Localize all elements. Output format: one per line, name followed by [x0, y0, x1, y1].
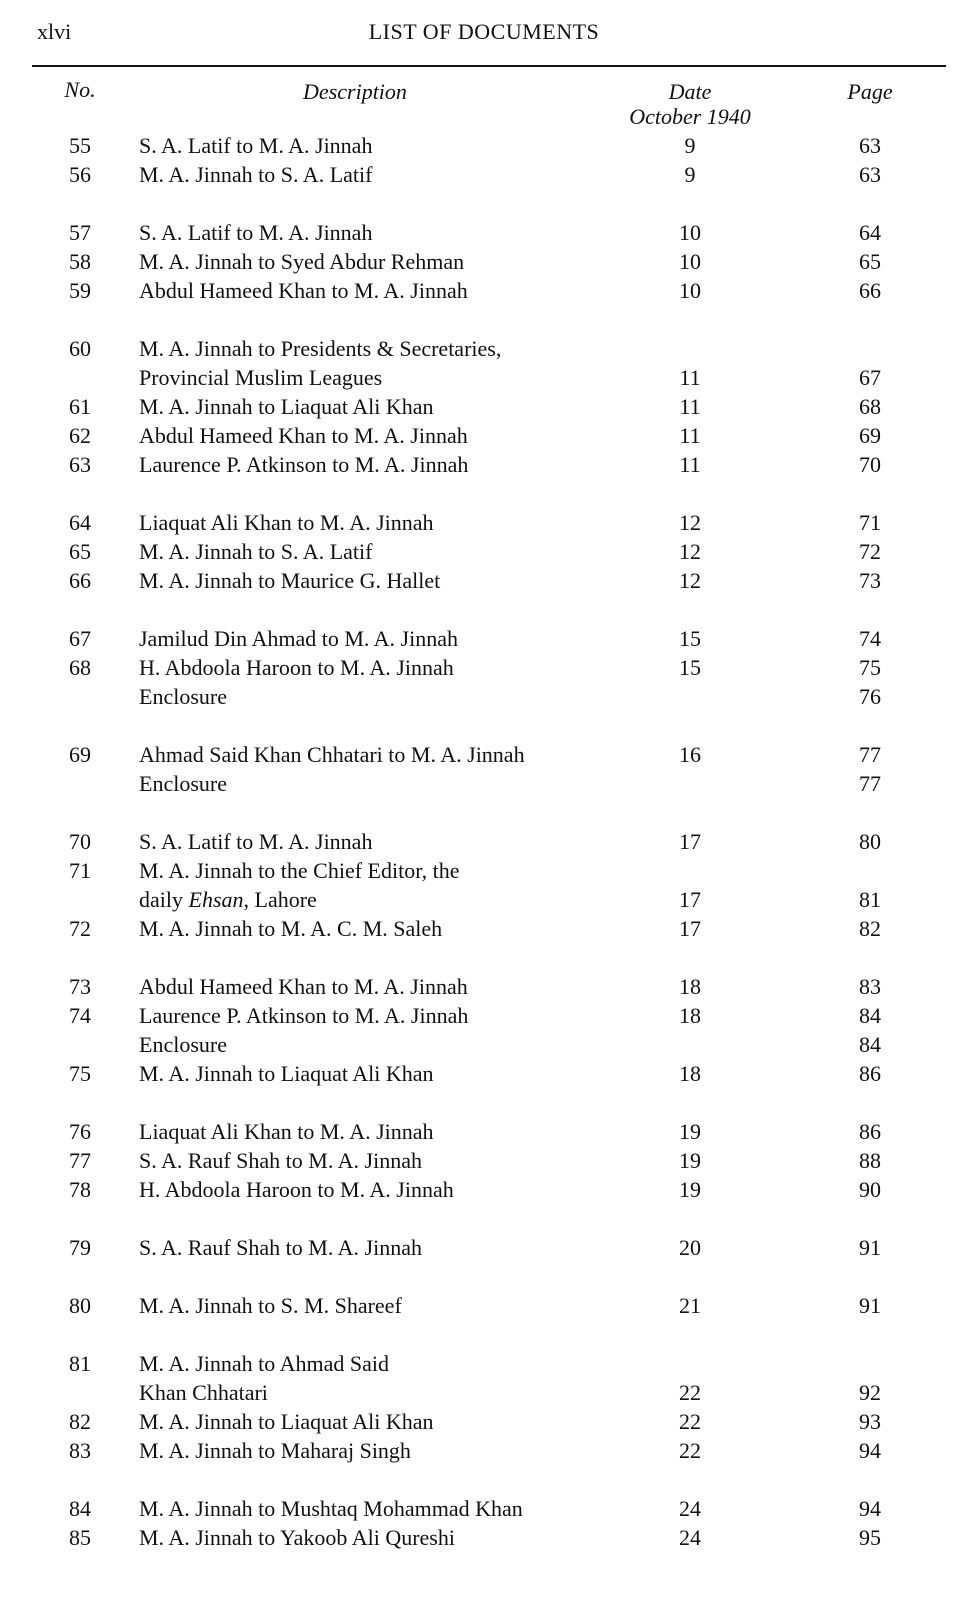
col-header-page: Page	[847, 79, 893, 104]
doc-page: 76	[859, 684, 881, 709]
doc-page: 82	[859, 916, 881, 941]
doc-number: 75	[69, 1061, 91, 1086]
doc-page: 71	[859, 510, 881, 535]
doc-date: 15	[679, 655, 701, 680]
doc-date: 22	[679, 1438, 701, 1463]
doc-page: 64	[859, 220, 881, 245]
doc-description	[139, 885, 317, 914]
doc-number: 63	[69, 452, 91, 477]
doc-date: 19	[679, 1119, 701, 1144]
doc-page: 77	[859, 742, 881, 767]
doc-date: 19	[679, 1177, 701, 1202]
doc-description: S. A. Latif to M. A. Jinnah	[139, 829, 373, 854]
doc-number: 60	[69, 336, 91, 361]
doc-date: 18	[679, 1061, 701, 1086]
doc-number: 70	[69, 829, 91, 854]
doc-description: Enclosure	[139, 1032, 227, 1057]
doc-description: M. A. Jinnah to Mushtaq Mohammad Khan	[139, 1496, 523, 1521]
doc-page: 73	[859, 568, 881, 593]
doc-date: 17	[679, 887, 701, 912]
doc-page: 66	[859, 278, 881, 303]
doc-page: 86	[859, 1061, 881, 1086]
doc-date: 20	[679, 1235, 701, 1260]
doc-description: Enclosure	[139, 684, 227, 709]
doc-description: H. Abdoola Haroon to M. A. Jinnah	[139, 655, 454, 680]
doc-description: M. A. Jinnah to S. M. Shareef	[139, 1293, 402, 1318]
doc-description-text: , Lahore	[243, 887, 317, 912]
doc-number: 85	[69, 1525, 91, 1550]
doc-description: M. A. Jinnah to Maurice G. Hallet	[139, 568, 441, 593]
doc-number: 69	[69, 742, 91, 767]
doc-page: 72	[859, 539, 881, 564]
doc-description: S. A. Rauf Shah to M. A. Jinnah	[139, 1148, 422, 1173]
doc-number: 62	[69, 423, 91, 448]
doc-page: 94	[859, 1438, 881, 1463]
doc-description: M. A. Jinnah to Yakoob Ali Qureshi	[139, 1525, 455, 1550]
doc-page: 93	[859, 1409, 881, 1434]
doc-description: Laurence P. Atkinson to M. A. Jinnah	[139, 1003, 469, 1028]
doc-description: S. A. Latif to M. A. Jinnah	[139, 220, 373, 245]
doc-number: 73	[69, 974, 91, 999]
doc-date: 9	[684, 162, 696, 187]
doc-description: M. A. Jinnah to the Chief Editor, the	[139, 858, 460, 883]
doc-date: 21	[679, 1293, 701, 1318]
doc-date: 24	[679, 1525, 701, 1550]
doc-description: H. Abdoola Haroon to M. A. Jinnah	[139, 1177, 454, 1202]
doc-description: M. A. Jinnah to S. A. Latif	[139, 162, 373, 187]
doc-description-italic: Ehsan	[188, 887, 244, 912]
doc-page: 68	[859, 394, 881, 419]
doc-description: Liaquat Ali Khan to M. A. Jinnah	[139, 510, 434, 535]
doc-number: 77	[69, 1148, 91, 1173]
doc-date: 11	[679, 423, 701, 448]
doc-description: M. A. Jinnah to Maharaj Singh	[139, 1438, 411, 1463]
doc-number: 64	[69, 510, 91, 535]
doc-description-text: daily	[139, 887, 183, 912]
doc-date: 12	[679, 510, 701, 535]
doc-number: 56	[69, 162, 91, 187]
doc-page: 77	[859, 771, 881, 796]
doc-number: 55	[69, 133, 91, 158]
doc-page: 84	[859, 1003, 881, 1028]
doc-description: Laurence P. Atkinson to M. A. Jinnah	[139, 452, 469, 477]
doc-number: 84	[69, 1496, 91, 1521]
doc-description: Abdul Hameed Khan to M. A. Jinnah	[139, 423, 468, 448]
doc-date: 16	[679, 742, 701, 767]
doc-description: M. A. Jinnah to Syed Abdur Rehman	[139, 249, 465, 274]
doc-description: M. A. Jinnah to Liaquat Ali Khan	[139, 1409, 434, 1434]
doc-number: 61	[69, 394, 91, 419]
doc-page: 84	[859, 1032, 881, 1057]
doc-page: 92	[859, 1380, 881, 1405]
doc-number: 66	[69, 568, 91, 593]
doc-date: 18	[679, 974, 701, 999]
doc-number: 68	[69, 655, 91, 680]
doc-number: 71	[69, 858, 91, 883]
doc-page: 70	[859, 452, 881, 477]
doc-number: 67	[69, 626, 91, 651]
page-number: xlvi	[37, 19, 72, 44]
doc-page: 86	[859, 1119, 881, 1144]
doc-date: 10	[679, 278, 701, 303]
doc-page: 81	[859, 887, 881, 912]
doc-number: 76	[69, 1119, 91, 1144]
doc-date: 22	[679, 1380, 701, 1405]
doc-description: M. A. Jinnah to Liaquat Ali Khan	[139, 1061, 434, 1086]
doc-date: 17	[679, 829, 701, 854]
doc-page: 83	[859, 974, 881, 999]
doc-description: M. A. Jinnah to M. A. C. M. Saleh	[139, 916, 443, 941]
doc-number: 83	[69, 1438, 91, 1463]
doc-description: S. A. Rauf Shah to M. A. Jinnah	[139, 1235, 422, 1260]
doc-description: Abdul Hameed Khan to M. A. Jinnah	[139, 278, 468, 303]
doc-number: 81	[69, 1351, 91, 1376]
doc-page: 91	[859, 1235, 881, 1260]
doc-date: 17	[679, 916, 701, 941]
col-header-date: Date	[668, 79, 712, 104]
doc-number: 78	[69, 1177, 91, 1202]
doc-date: 10	[679, 249, 701, 274]
doc-date: 11	[679, 365, 701, 390]
doc-description: Enclosure	[139, 771, 227, 796]
doc-date: 11	[679, 452, 701, 477]
col-header-description: Description	[303, 79, 407, 104]
doc-number: 58	[69, 249, 91, 274]
doc-date: 15	[679, 626, 701, 651]
doc-description: Khan Chhatari	[139, 1380, 268, 1405]
doc-page: 67	[859, 365, 881, 390]
doc-page: 63	[859, 133, 881, 158]
doc-page: 80	[859, 829, 881, 854]
doc-number: 57	[69, 220, 91, 245]
doc-description: Abdul Hameed Khan to M. A. Jinnah	[139, 974, 468, 999]
doc-description: Jamilud Din Ahmad to M. A. Jinnah	[139, 626, 458, 651]
doc-date: 9	[684, 133, 696, 158]
doc-date: 18	[679, 1003, 701, 1028]
doc-page: 95	[859, 1525, 881, 1550]
doc-date: 10	[679, 220, 701, 245]
doc-number: 74	[69, 1003, 91, 1028]
doc-date: 19	[679, 1148, 701, 1173]
doc-page: 88	[859, 1148, 881, 1173]
doc-date: 11	[679, 394, 701, 419]
doc-page: 91	[859, 1293, 881, 1318]
doc-date: 12	[679, 568, 701, 593]
doc-description: M. A. Jinnah to Ahmad Said	[139, 1351, 389, 1376]
col-header-date-month: October 1940	[629, 104, 751, 129]
doc-date: 12	[679, 539, 701, 564]
doc-page: 63	[859, 162, 881, 187]
doc-description: M. A. Jinnah to S. A. Latif	[139, 539, 373, 564]
page-title: LIST OF DOCUMENTS	[368, 19, 600, 44]
doc-page: 65	[859, 249, 881, 274]
doc-description: Liaquat Ali Khan to M. A. Jinnah	[139, 1119, 434, 1144]
doc-number: 72	[69, 916, 91, 941]
doc-date: 22	[679, 1409, 701, 1434]
doc-number: 79	[69, 1235, 91, 1260]
doc-page: 69	[859, 423, 881, 448]
doc-description: M. A. Jinnah to Presidents & Secretaries,	[139, 336, 502, 361]
doc-description: Provincial Muslim Leagues	[139, 365, 383, 390]
doc-page: 74	[859, 626, 881, 651]
doc-description: M. A. Jinnah to Liaquat Ali Khan	[139, 394, 434, 419]
doc-page: 75	[859, 655, 881, 680]
doc-date: 24	[679, 1496, 701, 1521]
doc-number: 65	[69, 539, 91, 564]
doc-page: 90	[859, 1177, 881, 1202]
doc-page: 94	[859, 1496, 881, 1521]
doc-number: 80	[69, 1293, 91, 1318]
col-header-no: No.	[64, 77, 96, 102]
doc-number: 82	[69, 1409, 91, 1434]
doc-description: Ahmad Said Khan Chhatari to M. A. Jinnah	[139, 742, 525, 767]
doc-description: S. A. Latif to M. A. Jinnah	[139, 133, 373, 158]
doc-number: 59	[69, 278, 91, 303]
